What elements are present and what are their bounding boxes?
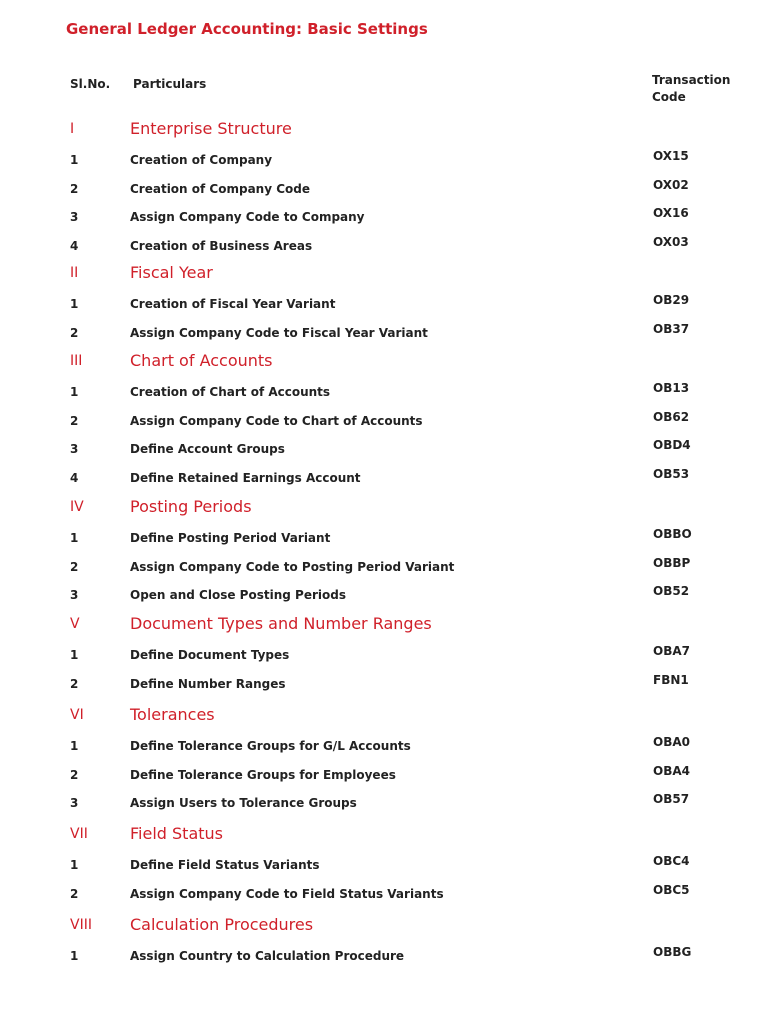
row-transaction-code: OX02: [653, 178, 689, 192]
row-particular: Assign Company Code to Company: [130, 210, 365, 224]
row-transaction-code: OBBG: [653, 945, 692, 959]
row-transaction-code: OX03: [653, 235, 689, 249]
table-row: [0, 322, 768, 346]
row-particular: Assign Company Code to Posting Period Variant: [130, 560, 455, 574]
row-number: 2: [70, 677, 79, 691]
table-row: [0, 438, 768, 462]
section-heading: [0, 119, 768, 143]
section-heading: [0, 263, 768, 287]
row-number: 4: [70, 239, 79, 253]
row-number: 2: [70, 560, 79, 574]
table-row: [0, 293, 768, 317]
row-particular: Assign Company Code to Field Status Variants: [130, 887, 444, 901]
row-particular: Define Number Ranges: [130, 677, 286, 691]
row-transaction-code: OBD4: [653, 438, 691, 452]
table-row: [0, 467, 768, 491]
table-row: [0, 235, 768, 259]
row-particular: Creation of Company Code: [130, 182, 310, 196]
row-particular: Assign Company Code to Chart of Accounts: [130, 414, 423, 428]
row-number: 3: [70, 210, 79, 224]
row-transaction-code: OB37: [653, 322, 690, 336]
row-transaction-code: OB57: [653, 792, 690, 806]
row-particular: Define Tolerance Groups for Employees: [130, 768, 396, 782]
row-transaction-code: OBC5: [653, 883, 690, 897]
table-row: [0, 584, 768, 608]
section-heading: [0, 351, 768, 375]
row-particular: Creation of Fiscal Year Variant: [130, 297, 336, 311]
section-title: Chart of Accounts: [130, 351, 273, 370]
row-number: 4: [70, 471, 79, 485]
row-number: 3: [70, 588, 79, 602]
row-transaction-code: OB29: [653, 293, 690, 307]
row-transaction-code: OBC4: [653, 854, 690, 868]
section-title: Posting Periods: [130, 497, 252, 516]
row-particular: Assign Users to Tolerance Groups: [130, 796, 357, 810]
row-particular: Creation of Business Areas: [130, 239, 313, 253]
row-transaction-code: OBBP: [653, 556, 691, 570]
row-number: 2: [70, 182, 79, 196]
row-transaction-code: OBA0: [653, 735, 690, 749]
row-transaction-code: OBBO: [653, 527, 692, 541]
table-row: [0, 206, 768, 230]
table-row: [0, 644, 768, 668]
column-header-particulars: Particulars: [133, 77, 207, 91]
row-transaction-code: FBN1: [653, 673, 689, 687]
row-number: 1: [70, 858, 79, 872]
row-number: 1: [70, 739, 79, 753]
row-number: 2: [70, 768, 79, 782]
section-numeral: III: [70, 353, 83, 369]
section-numeral: II: [70, 265, 79, 281]
row-transaction-code: OB53: [653, 467, 690, 481]
row-transaction-code: OB52: [653, 584, 690, 598]
table-row: [0, 556, 768, 580]
row-particular: Define Tolerance Groups for G/L Accounts: [130, 739, 411, 753]
section-numeral: IV: [70, 499, 84, 515]
row-number: 3: [70, 442, 79, 456]
table-row: [0, 792, 768, 816]
table-row: [0, 764, 768, 788]
row-number: 3: [70, 796, 79, 810]
section-heading: [0, 915, 768, 939]
section-title: Calculation Procedures: [130, 915, 314, 934]
section-numeral: V: [70, 616, 80, 632]
section-title: Document Types and Number Ranges: [130, 614, 432, 633]
section-heading: [0, 614, 768, 638]
table-row: [0, 178, 768, 202]
table-row: [0, 854, 768, 878]
table-row: [0, 410, 768, 434]
row-particular: Define Field Status Variants: [130, 858, 320, 872]
section-heading: [0, 824, 768, 848]
row-particular: Define Posting Period Variant: [130, 531, 331, 545]
row-particular: Define Account Groups: [130, 442, 285, 456]
row-transaction-code: OBA4: [653, 764, 690, 778]
row-number: 2: [70, 414, 79, 428]
row-number: 1: [70, 153, 79, 167]
section-numeral: VII: [70, 826, 88, 842]
row-transaction-code: OX16: [653, 206, 689, 220]
section-numeral: I: [70, 121, 75, 137]
row-number: 1: [70, 531, 79, 545]
page-title: General Ledger Accounting: Basic Settings: [66, 20, 428, 38]
section-title: Tolerances: [130, 705, 215, 724]
row-particular: Creation of Chart of Accounts: [130, 385, 331, 399]
table-row: [0, 945, 768, 969]
column-header-transaction-code: Transaction Code: [652, 73, 731, 104]
row-number: 1: [70, 385, 79, 399]
row-particular: Assign Company Code to Fiscal Year Variant: [130, 326, 428, 340]
row-transaction-code: OBA7: [653, 644, 690, 658]
table-row: [0, 673, 768, 697]
row-particular: Assign Country to Calculation Procedure: [130, 949, 405, 963]
row-transaction-code: OX15: [653, 149, 689, 163]
section-heading: [0, 705, 768, 729]
table-row: [0, 735, 768, 759]
table-row: [0, 149, 768, 173]
row-number: 2: [70, 326, 79, 340]
table-row: [0, 883, 768, 907]
row-number: 1: [70, 648, 79, 662]
row-transaction-code: OB62: [653, 410, 690, 424]
section-numeral: VI: [70, 707, 84, 723]
row-transaction-code: OB13: [653, 381, 690, 395]
section-heading: [0, 497, 768, 521]
row-particular: Open and Close Posting Periods: [130, 588, 346, 602]
section-title: Fiscal Year: [130, 263, 213, 282]
row-particular: Define Document Types: [130, 648, 290, 662]
row-number: 1: [70, 949, 79, 963]
section-numeral: VIII: [70, 917, 92, 933]
row-number: 1: [70, 297, 79, 311]
column-header-slno: Sl.No.: [70, 77, 111, 91]
section-title: Enterprise Structure: [130, 119, 292, 138]
table-row: [0, 381, 768, 405]
row-particular: Creation of Company: [130, 153, 273, 167]
section-title: Field Status: [130, 824, 223, 843]
row-particular: Define Retained Earnings Account: [130, 471, 361, 485]
table-row: [0, 527, 768, 551]
row-number: 2: [70, 887, 79, 901]
